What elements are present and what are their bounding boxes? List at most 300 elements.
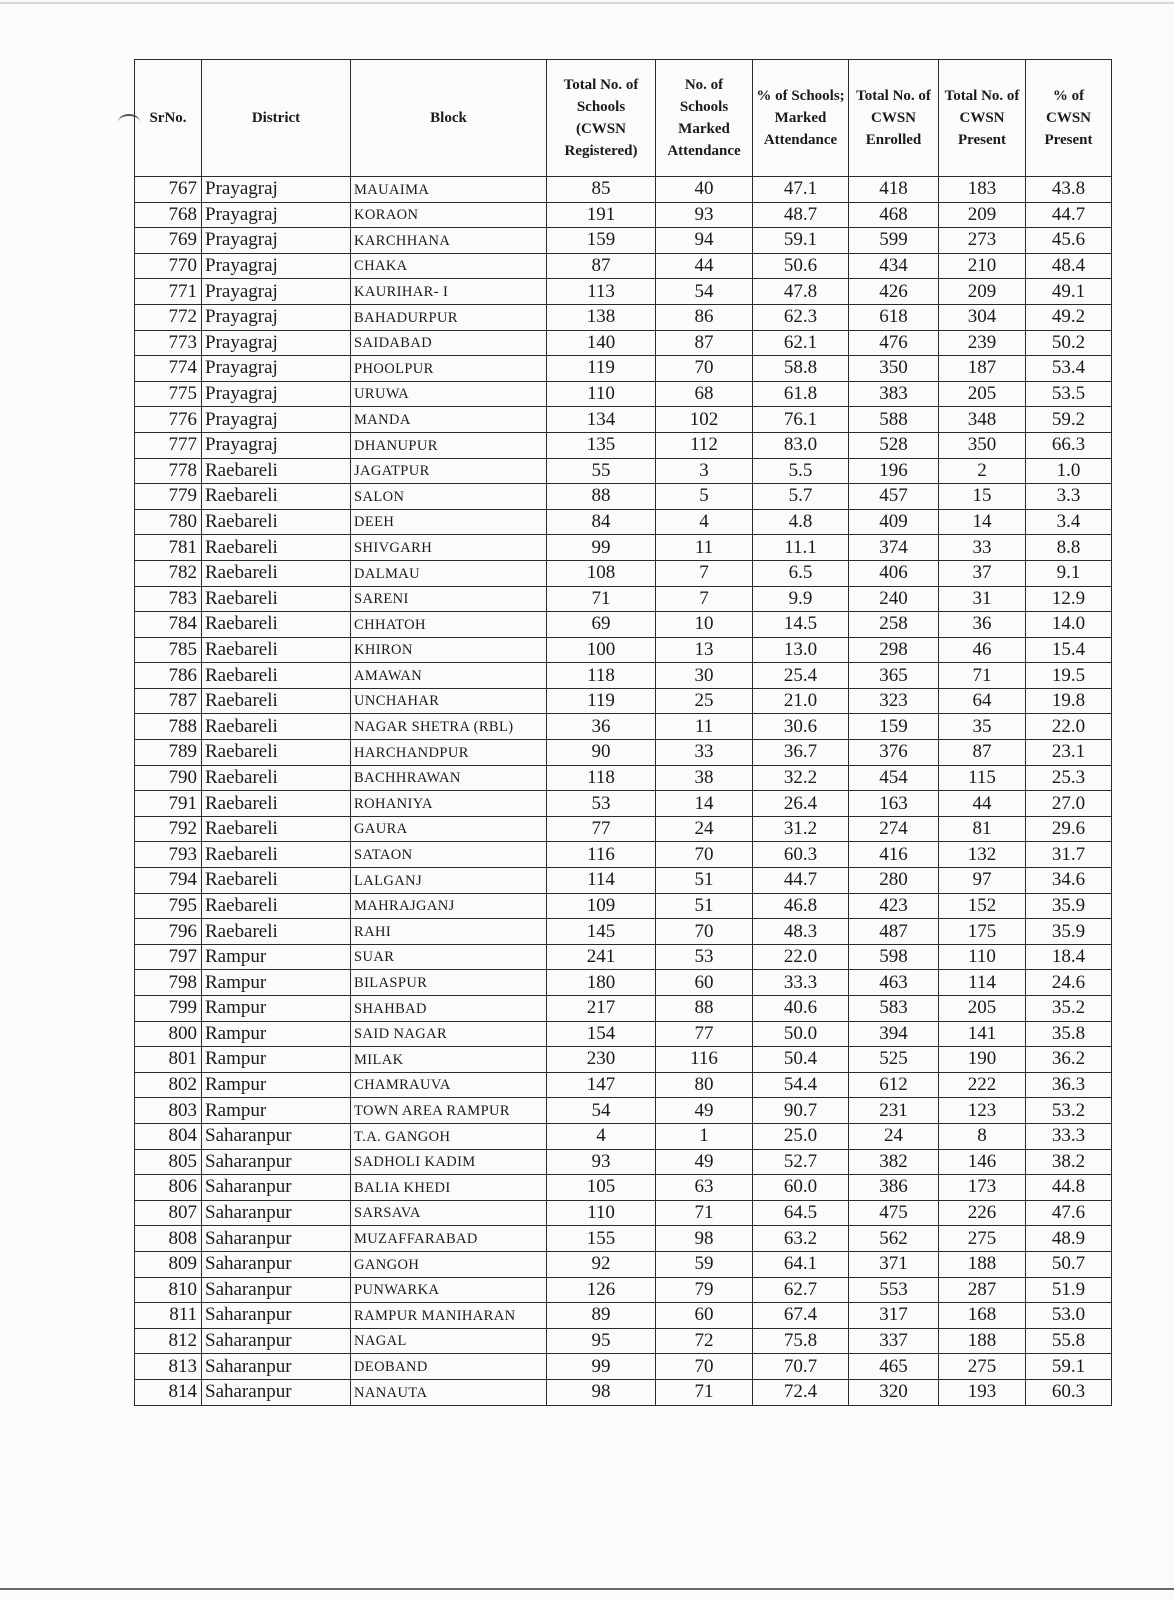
cwsn-enrolled-cell: 274 bbox=[849, 816, 939, 842]
schools-registered-cell: 77 bbox=[547, 816, 656, 842]
pct-cwsn-cell: 23.1 bbox=[1026, 740, 1112, 766]
table-row bbox=[135, 1047, 1112, 1073]
schools-registered-cell: 147 bbox=[547, 1072, 656, 1098]
pct-cwsn-cell: 50.7 bbox=[1026, 1251, 1112, 1277]
cwsn-present-cell: 187 bbox=[939, 356, 1026, 382]
schools-marked-cell: 88 bbox=[656, 996, 753, 1022]
cwsn-enrolled-cell: 463 bbox=[849, 970, 939, 996]
schools-marked-cell: 44 bbox=[656, 253, 753, 279]
district-cell: Raebareli bbox=[202, 714, 351, 740]
cwsn-enrolled-cell: 231 bbox=[849, 1098, 939, 1124]
cwsn-present-cell: 222 bbox=[939, 1072, 1026, 1098]
pct-cwsn-cell: 47.6 bbox=[1026, 1200, 1112, 1226]
cwsn-present-cell: 183 bbox=[939, 177, 1026, 203]
pct-cwsn-cell: 22.0 bbox=[1026, 714, 1112, 740]
cwsn-present-cell: 205 bbox=[939, 381, 1026, 407]
district-cell: Saharanpur bbox=[202, 1379, 351, 1405]
schools-registered-cell: 145 bbox=[547, 919, 656, 945]
schools-marked-cell: 49 bbox=[656, 1098, 753, 1124]
cwsn-present-cell: 275 bbox=[939, 1354, 1026, 1380]
table-row bbox=[135, 663, 1112, 689]
pct-schools-cell: 33.3 bbox=[753, 970, 849, 996]
cwsn-present-cell: 64 bbox=[939, 688, 1026, 714]
district-cell: Saharanpur bbox=[202, 1303, 351, 1329]
schools-registered-cell: 88 bbox=[547, 484, 656, 510]
pct-schools-cell: 36.7 bbox=[753, 740, 849, 766]
pct-cwsn-cell: 59.2 bbox=[1026, 407, 1112, 433]
cwsn-attendance-table bbox=[134, 59, 1112, 1406]
sr-no-cell: 793 bbox=[135, 842, 202, 868]
district-cell: Prayagraj bbox=[202, 304, 351, 330]
sr-no-cell: 768 bbox=[135, 202, 202, 228]
pct-cwsn-cell: 15.4 bbox=[1026, 637, 1112, 663]
sr-no-cell: 805 bbox=[135, 1149, 202, 1175]
district-cell: Saharanpur bbox=[202, 1226, 351, 1252]
district-cell: Raebareli bbox=[202, 560, 351, 586]
table-row bbox=[135, 356, 1112, 382]
schools-registered-cell: 69 bbox=[547, 612, 656, 638]
cwsn-enrolled-cell: 298 bbox=[849, 637, 939, 663]
pct-schools-cell: 62.1 bbox=[753, 330, 849, 356]
table-row bbox=[135, 816, 1112, 842]
schools-registered-cell: 154 bbox=[547, 1021, 656, 1047]
cwsn-present-cell: 304 bbox=[939, 304, 1026, 330]
schools-registered-cell: 92 bbox=[547, 1251, 656, 1277]
pct-schools-cell: 75.8 bbox=[753, 1328, 849, 1354]
schools-marked-cell: 49 bbox=[656, 1149, 753, 1175]
schools-marked-cell: 102 bbox=[656, 407, 753, 433]
block-cell: KORAON bbox=[351, 202, 547, 228]
pct-schools-cell: 40.6 bbox=[753, 996, 849, 1022]
schools-marked-cell: 71 bbox=[656, 1200, 753, 1226]
schools-registered-cell: 140 bbox=[547, 330, 656, 356]
sr-no-cell: 806 bbox=[135, 1175, 202, 1201]
pct-schools-cell: 9.9 bbox=[753, 586, 849, 612]
cwsn-enrolled-cell: 383 bbox=[849, 381, 939, 407]
pct-schools-cell: 63.2 bbox=[753, 1226, 849, 1252]
schools-registered-cell: 109 bbox=[547, 893, 656, 919]
cwsn-enrolled-cell: 374 bbox=[849, 535, 939, 561]
schools-marked-cell: 71 bbox=[656, 1379, 753, 1405]
header-cwsn-present: Total No. of CWSN Present bbox=[939, 60, 1026, 177]
cwsn-enrolled-cell: 382 bbox=[849, 1149, 939, 1175]
cwsn-present-cell: 173 bbox=[939, 1175, 1026, 1201]
district-cell: Raebareli bbox=[202, 816, 351, 842]
header-pct-cwsn: % of CWSN Present bbox=[1026, 60, 1112, 177]
block-cell: SHIVGARH bbox=[351, 535, 547, 561]
table-row bbox=[135, 1354, 1112, 1380]
schools-marked-cell: 80 bbox=[656, 1072, 753, 1098]
schools-marked-cell: 25 bbox=[656, 688, 753, 714]
pct-cwsn-cell: 29.6 bbox=[1026, 816, 1112, 842]
header-district: District bbox=[202, 60, 351, 177]
district-cell: Raebareli bbox=[202, 919, 351, 945]
schools-registered-cell: 89 bbox=[547, 1303, 656, 1329]
table-row bbox=[135, 1328, 1112, 1354]
schools-marked-cell: 86 bbox=[656, 304, 753, 330]
schools-registered-cell: 230 bbox=[547, 1047, 656, 1073]
block-cell: DEEH bbox=[351, 509, 547, 535]
block-cell: URUWA bbox=[351, 381, 547, 407]
cwsn-enrolled-cell: 618 bbox=[849, 304, 939, 330]
district-cell: Saharanpur bbox=[202, 1277, 351, 1303]
pct-schools-cell: 60.0 bbox=[753, 1175, 849, 1201]
sr-no-cell: 776 bbox=[135, 407, 202, 433]
pct-schools-cell: 48.7 bbox=[753, 202, 849, 228]
table-row bbox=[135, 228, 1112, 254]
district-cell: Rampur bbox=[202, 944, 351, 970]
pct-cwsn-cell: 1.0 bbox=[1026, 458, 1112, 484]
schools-marked-cell: 51 bbox=[656, 893, 753, 919]
cwsn-present-cell: 123 bbox=[939, 1098, 1026, 1124]
pct-schools-cell: 46.8 bbox=[753, 893, 849, 919]
schools-marked-cell: 54 bbox=[656, 279, 753, 305]
schools-registered-cell: 100 bbox=[547, 637, 656, 663]
sr-no-cell: 799 bbox=[135, 996, 202, 1022]
district-cell: Raebareli bbox=[202, 893, 351, 919]
cwsn-enrolled-cell: 409 bbox=[849, 509, 939, 535]
schools-marked-cell: 70 bbox=[656, 919, 753, 945]
schools-marked-cell: 98 bbox=[656, 1226, 753, 1252]
cwsn-present-cell: 146 bbox=[939, 1149, 1026, 1175]
table-row bbox=[135, 970, 1112, 996]
pct-cwsn-cell: 36.2 bbox=[1026, 1047, 1112, 1073]
schools-registered-cell: 114 bbox=[547, 868, 656, 894]
schools-marked-cell: 14 bbox=[656, 791, 753, 817]
table-row bbox=[135, 842, 1112, 868]
district-cell: Rampur bbox=[202, 996, 351, 1022]
cwsn-enrolled-cell: 434 bbox=[849, 253, 939, 279]
schools-registered-cell: 118 bbox=[547, 663, 656, 689]
table-row bbox=[135, 1303, 1112, 1329]
schools-registered-cell: 93 bbox=[547, 1149, 656, 1175]
table-row bbox=[135, 586, 1112, 612]
sr-no-cell: 801 bbox=[135, 1047, 202, 1073]
block-cell: NANAUTA bbox=[351, 1379, 547, 1405]
pct-schools-cell: 44.7 bbox=[753, 868, 849, 894]
pct-cwsn-cell: 19.5 bbox=[1026, 663, 1112, 689]
schools-marked-cell: 87 bbox=[656, 330, 753, 356]
table-row bbox=[135, 432, 1112, 458]
schools-registered-cell: 138 bbox=[547, 304, 656, 330]
cwsn-present-cell: 110 bbox=[939, 944, 1026, 970]
cwsn-present-cell: 35 bbox=[939, 714, 1026, 740]
block-cell: KHIRON bbox=[351, 637, 547, 663]
cwsn-enrolled-cell: 457 bbox=[849, 484, 939, 510]
pct-schools-cell: 61.8 bbox=[753, 381, 849, 407]
pct-cwsn-cell: 38.2 bbox=[1026, 1149, 1112, 1175]
header-schools-marked: No. of Schools Marked Attendance bbox=[656, 60, 753, 177]
header-pct-schools: % of Schools; Marked Attendance bbox=[753, 60, 849, 177]
pct-schools-cell: 32.2 bbox=[753, 765, 849, 791]
sr-no-cell: 781 bbox=[135, 535, 202, 561]
block-cell: LALGANJ bbox=[351, 868, 547, 894]
table-row bbox=[135, 509, 1112, 535]
pct-schools-cell: 5.5 bbox=[753, 458, 849, 484]
schools-marked-cell: 60 bbox=[656, 970, 753, 996]
pct-cwsn-cell: 48.9 bbox=[1026, 1226, 1112, 1252]
cwsn-present-cell: 8 bbox=[939, 1123, 1026, 1149]
schools-registered-cell: 191 bbox=[547, 202, 656, 228]
sr-no-cell: 812 bbox=[135, 1328, 202, 1354]
pct-schools-cell: 58.8 bbox=[753, 356, 849, 382]
pct-schools-cell: 72.4 bbox=[753, 1379, 849, 1405]
pct-cwsn-cell: 51.9 bbox=[1026, 1277, 1112, 1303]
block-cell: DALMAU bbox=[351, 560, 547, 586]
sr-no-cell: 810 bbox=[135, 1277, 202, 1303]
pct-cwsn-cell: 60.3 bbox=[1026, 1379, 1112, 1405]
cwsn-enrolled-cell: 418 bbox=[849, 177, 939, 203]
cwsn-present-cell: 188 bbox=[939, 1328, 1026, 1354]
schools-registered-cell: 90 bbox=[547, 740, 656, 766]
pct-cwsn-cell: 25.3 bbox=[1026, 765, 1112, 791]
schools-marked-cell: 33 bbox=[656, 740, 753, 766]
schools-marked-cell: 11 bbox=[656, 714, 753, 740]
cwsn-present-cell: 350 bbox=[939, 432, 1026, 458]
table-row bbox=[135, 688, 1112, 714]
schools-marked-cell: 79 bbox=[656, 1277, 753, 1303]
block-cell: SADHOLI KADIM bbox=[351, 1149, 547, 1175]
table-row bbox=[135, 1277, 1112, 1303]
pct-cwsn-cell: 35.8 bbox=[1026, 1021, 1112, 1047]
sr-no-cell: 785 bbox=[135, 637, 202, 663]
block-cell: SHAHBAD bbox=[351, 996, 547, 1022]
pct-cwsn-cell: 8.8 bbox=[1026, 535, 1112, 561]
pct-schools-cell: 14.5 bbox=[753, 612, 849, 638]
schools-registered-cell: 84 bbox=[547, 509, 656, 535]
schools-registered-cell: 53 bbox=[547, 791, 656, 817]
table-row bbox=[135, 1200, 1112, 1226]
cwsn-enrolled-cell: 416 bbox=[849, 842, 939, 868]
cwsn-enrolled-cell: 280 bbox=[849, 868, 939, 894]
table-row bbox=[135, 893, 1112, 919]
table-row bbox=[135, 1226, 1112, 1252]
schools-marked-cell: 59 bbox=[656, 1251, 753, 1277]
cwsn-present-cell: 37 bbox=[939, 560, 1026, 586]
sr-no-cell: 792 bbox=[135, 816, 202, 842]
sr-no-cell: 803 bbox=[135, 1098, 202, 1124]
district-cell: Saharanpur bbox=[202, 1251, 351, 1277]
block-cell: BAHADURPUR bbox=[351, 304, 547, 330]
table-row bbox=[135, 1021, 1112, 1047]
pct-cwsn-cell: 55.8 bbox=[1026, 1328, 1112, 1354]
cwsn-present-cell: 188 bbox=[939, 1251, 1026, 1277]
table-row bbox=[135, 279, 1112, 305]
pct-schools-cell: 50.4 bbox=[753, 1047, 849, 1073]
cwsn-present-cell: 152 bbox=[939, 893, 1026, 919]
scan-top-edge bbox=[0, 2, 1174, 4]
cwsn-present-cell: 115 bbox=[939, 765, 1026, 791]
cwsn-enrolled-cell: 562 bbox=[849, 1226, 939, 1252]
cwsn-present-cell: 175 bbox=[939, 919, 1026, 945]
district-cell: Prayagraj bbox=[202, 228, 351, 254]
pct-cwsn-cell: 49.2 bbox=[1026, 304, 1112, 330]
block-cell: NAGAR SHETRA (RBL) bbox=[351, 714, 547, 740]
district-cell: Raebareli bbox=[202, 688, 351, 714]
sr-no-cell: 795 bbox=[135, 893, 202, 919]
schools-registered-cell: 95 bbox=[547, 1328, 656, 1354]
cwsn-enrolled-cell: 350 bbox=[849, 356, 939, 382]
cwsn-enrolled-cell: 320 bbox=[849, 1379, 939, 1405]
sr-no-cell: 800 bbox=[135, 1021, 202, 1047]
cwsn-present-cell: 168 bbox=[939, 1303, 1026, 1329]
district-cell: Saharanpur bbox=[202, 1175, 351, 1201]
block-cell: MAUAIMA bbox=[351, 177, 547, 203]
sr-no-cell: 772 bbox=[135, 304, 202, 330]
sr-no-cell: 790 bbox=[135, 765, 202, 791]
schools-registered-cell: 110 bbox=[547, 381, 656, 407]
cwsn-present-cell: 81 bbox=[939, 816, 1026, 842]
block-cell: GANGOH bbox=[351, 1251, 547, 1277]
pct-cwsn-cell: 44.7 bbox=[1026, 202, 1112, 228]
sr-no-cell: 780 bbox=[135, 509, 202, 535]
cwsn-enrolled-cell: 426 bbox=[849, 279, 939, 305]
header-row bbox=[135, 60, 1112, 177]
pct-cwsn-cell: 36.3 bbox=[1026, 1072, 1112, 1098]
cwsn-enrolled-cell: 475 bbox=[849, 1200, 939, 1226]
pct-cwsn-cell: 43.8 bbox=[1026, 177, 1112, 203]
schools-marked-cell: 24 bbox=[656, 816, 753, 842]
pct-cwsn-cell: 34.6 bbox=[1026, 868, 1112, 894]
district-cell: Raebareli bbox=[202, 842, 351, 868]
schools-marked-cell: 70 bbox=[656, 842, 753, 868]
sr-no-cell: 769 bbox=[135, 228, 202, 254]
table-row bbox=[135, 1123, 1112, 1149]
block-cell: MILAK bbox=[351, 1047, 547, 1073]
pct-schools-cell: 25.4 bbox=[753, 663, 849, 689]
cwsn-enrolled-cell: 196 bbox=[849, 458, 939, 484]
sr-no-cell: 798 bbox=[135, 970, 202, 996]
pct-schools-cell: 31.2 bbox=[753, 816, 849, 842]
sr-no-cell: 777 bbox=[135, 432, 202, 458]
table-row bbox=[135, 253, 1112, 279]
cwsn-enrolled-cell: 376 bbox=[849, 740, 939, 766]
schools-registered-cell: 113 bbox=[547, 279, 656, 305]
pct-schools-cell: 54.4 bbox=[753, 1072, 849, 1098]
cwsn-enrolled-cell: 337 bbox=[849, 1328, 939, 1354]
schools-marked-cell: 40 bbox=[656, 177, 753, 203]
pct-schools-cell: 50.6 bbox=[753, 253, 849, 279]
district-cell: Prayagraj bbox=[202, 330, 351, 356]
schools-registered-cell: 134 bbox=[547, 407, 656, 433]
sr-no-cell: 784 bbox=[135, 612, 202, 638]
pct-cwsn-cell: 3.3 bbox=[1026, 484, 1112, 510]
cwsn-present-cell: 209 bbox=[939, 202, 1026, 228]
header-block: Block bbox=[351, 60, 547, 177]
district-cell: Raebareli bbox=[202, 612, 351, 638]
pct-schools-cell: 5.7 bbox=[753, 484, 849, 510]
pct-cwsn-cell: 49.1 bbox=[1026, 279, 1112, 305]
table-row bbox=[135, 1251, 1112, 1277]
schools-marked-cell: 70 bbox=[656, 356, 753, 382]
sr-no-cell: 771 bbox=[135, 279, 202, 305]
table-row bbox=[135, 868, 1112, 894]
schools-marked-cell: 72 bbox=[656, 1328, 753, 1354]
schools-registered-cell: 155 bbox=[547, 1226, 656, 1252]
cwsn-enrolled-cell: 240 bbox=[849, 586, 939, 612]
sr-no-cell: 783 bbox=[135, 586, 202, 612]
cwsn-present-cell: 71 bbox=[939, 663, 1026, 689]
cwsn-present-cell: 226 bbox=[939, 1200, 1026, 1226]
block-cell: CHHATOH bbox=[351, 612, 547, 638]
pct-schools-cell: 30.6 bbox=[753, 714, 849, 740]
schools-registered-cell: 119 bbox=[547, 356, 656, 382]
block-cell: SAID NAGAR bbox=[351, 1021, 547, 1047]
district-cell: Raebareli bbox=[202, 484, 351, 510]
district-cell: Raebareli bbox=[202, 791, 351, 817]
schools-registered-cell: 119 bbox=[547, 688, 656, 714]
pct-cwsn-cell: 24.6 bbox=[1026, 970, 1112, 996]
cwsn-enrolled-cell: 525 bbox=[849, 1047, 939, 1073]
cwsn-present-cell: 46 bbox=[939, 637, 1026, 663]
district-cell: Rampur bbox=[202, 1047, 351, 1073]
sr-no-cell: 804 bbox=[135, 1123, 202, 1149]
cwsn-enrolled-cell: 454 bbox=[849, 765, 939, 791]
cwsn-enrolled-cell: 599 bbox=[849, 228, 939, 254]
cwsn-enrolled-cell: 598 bbox=[849, 944, 939, 970]
cwsn-present-cell: 33 bbox=[939, 535, 1026, 561]
district-cell: Prayagraj bbox=[202, 202, 351, 228]
pct-schools-cell: 6.5 bbox=[753, 560, 849, 586]
pct-schools-cell: 60.3 bbox=[753, 842, 849, 868]
cwsn-enrolled-cell: 468 bbox=[849, 202, 939, 228]
table-row bbox=[135, 484, 1112, 510]
cwsn-enrolled-cell: 159 bbox=[849, 714, 939, 740]
pct-cwsn-cell: 27.0 bbox=[1026, 791, 1112, 817]
sr-no-cell: 794 bbox=[135, 868, 202, 894]
cwsn-enrolled-cell: 465 bbox=[849, 1354, 939, 1380]
schools-marked-cell: 5 bbox=[656, 484, 753, 510]
pct-cwsn-cell: 33.3 bbox=[1026, 1123, 1112, 1149]
block-cell: BILASPUR bbox=[351, 970, 547, 996]
table-row bbox=[135, 177, 1112, 203]
block-cell: RAHI bbox=[351, 919, 547, 945]
sr-no-cell: 778 bbox=[135, 458, 202, 484]
district-cell: Rampur bbox=[202, 1072, 351, 1098]
cwsn-present-cell: 209 bbox=[939, 279, 1026, 305]
district-cell: Saharanpur bbox=[202, 1123, 351, 1149]
district-cell: Prayagraj bbox=[202, 356, 351, 382]
schools-marked-cell: 68 bbox=[656, 381, 753, 407]
cwsn-enrolled-cell: 553 bbox=[849, 1277, 939, 1303]
schools-marked-cell: 63 bbox=[656, 1175, 753, 1201]
block-cell: TOWN AREA RAMPUR bbox=[351, 1098, 547, 1124]
table-row bbox=[135, 304, 1112, 330]
schools-registered-cell: 217 bbox=[547, 996, 656, 1022]
block-cell: GAURA bbox=[351, 816, 547, 842]
sr-no-cell: 773 bbox=[135, 330, 202, 356]
block-cell: ROHANIYA bbox=[351, 791, 547, 817]
table-row bbox=[135, 1098, 1112, 1124]
cwsn-enrolled-cell: 612 bbox=[849, 1072, 939, 1098]
schools-registered-cell: 85 bbox=[547, 177, 656, 203]
pct-schools-cell: 11.1 bbox=[753, 535, 849, 561]
table-row bbox=[135, 330, 1112, 356]
pct-cwsn-cell: 18.4 bbox=[1026, 944, 1112, 970]
pct-schools-cell: 76.1 bbox=[753, 407, 849, 433]
cwsn-enrolled-cell: 588 bbox=[849, 407, 939, 433]
schools-registered-cell: 87 bbox=[547, 253, 656, 279]
cwsn-enrolled-cell: 258 bbox=[849, 612, 939, 638]
district-cell: Prayagraj bbox=[202, 253, 351, 279]
block-cell: HARCHANDPUR bbox=[351, 740, 547, 766]
cwsn-present-cell: 87 bbox=[939, 740, 1026, 766]
scan-bottom-edge bbox=[0, 1588, 1174, 1590]
block-cell: SARSAVA bbox=[351, 1200, 547, 1226]
schools-marked-cell: 4 bbox=[656, 509, 753, 535]
table-row bbox=[135, 202, 1112, 228]
pct-schools-cell: 90.7 bbox=[753, 1098, 849, 1124]
